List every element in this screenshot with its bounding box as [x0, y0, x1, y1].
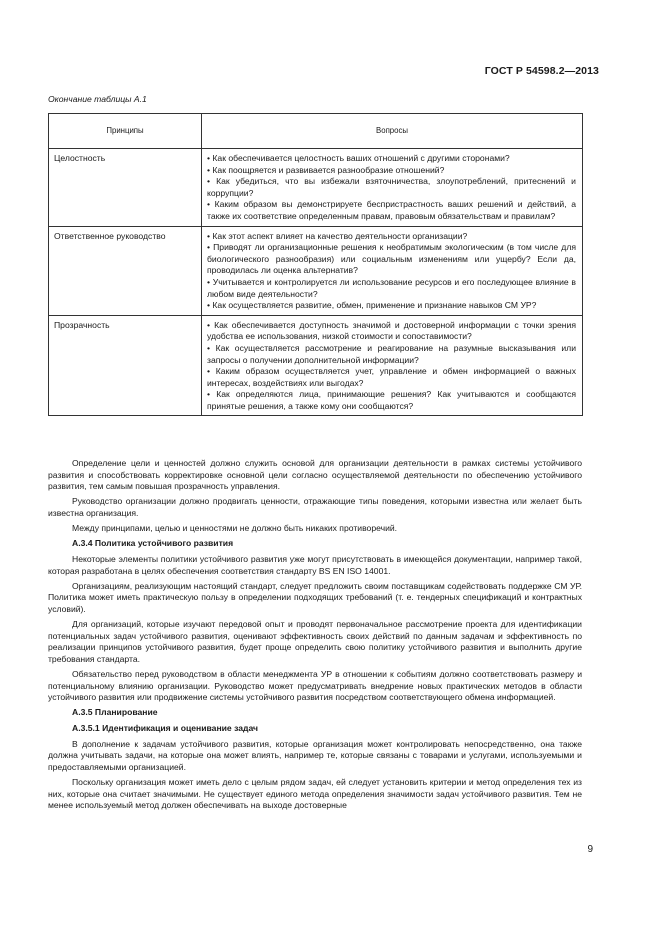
- table-row: [49, 226, 583, 315]
- principle-cell: Прозрачность: [49, 315, 202, 416]
- question-item: • Каким образом осуществляется учет, управление и обмен информацией о важных интересах, воздействиях или выгодах?: [207, 366, 576, 389]
- question-item: • Приводят ли организационные решения к необратимым экологическим (в том числе для биологического разнообразия) или социальным изменениям или ущербу? Если да, проводилась ли оценка альтернатив?: [207, 242, 576, 277]
- section-heading: А.3.4 Политика устойчивого развития: [72, 538, 234, 549]
- paragraph: Поскольку организация может иметь дело с целым рядом задач, ей следует установить критерии и метод определения тех из них, которые она считает значимыми. Не существует единого метода определения значимости задач устойчивого развития. Тем не менее используемый метод должен обеспечивать на выходе достоверные: [48, 777, 582, 811]
- question-item: • Как обеспечивается целостность ваших отношений с другими сторонами?: [207, 153, 576, 165]
- table-caption: Окончание таблицы А.1: [48, 94, 147, 104]
- paragraph: Обязательство перед руководством в области менеджмента УР в отношении к событиям должно соответствовать размеру и потенциальному влиянию организации. Руководство может предусматривать внедрение новых практических методов в области устойчивого развития или продвижение системы устойчивого развития посредством соответствующего обмена информацией.: [48, 669, 582, 703]
- principle-cell: Ответственное руководство: [49, 226, 202, 315]
- paragraph: Руководство организации должно продвигать ценности, отражающие типы поведения, которыми известна или желает быть известна организация.: [48, 496, 582, 518]
- question-item: • Учитывается и контролируется ли использование ресурсов и его последующее влияние в любом виде деятельности?: [207, 277, 576, 300]
- column-header-principles: Принципы: [49, 114, 202, 149]
- principles-table: [48, 113, 583, 416]
- paragraph: Определение цели и ценностей должно служить основой для организации деятельности в рамках системы устойчивого развития и способствовать корректировке основной цели согласно осуществляемой деятельности по обеспечению устойчивого развития, тем самым повышая прозрачность управления.: [48, 458, 582, 492]
- page-number: 9: [587, 844, 593, 855]
- paragraph: В дополнение к задачам устойчивого развития, которые организация может контролировать непосредственно, она также должна учитывать задачи, на которые она может влиять, например те, которые связаны с товарами и услугами, используемыми и предоставляемыми организацией.: [48, 738, 582, 772]
- question-item: • Как определяются лица, принимающие решения? Как учитываются и сообщаются принятые решения, а также кому они сообщаются?: [207, 389, 576, 412]
- paragraph: Организациям, реализующим настоящий стандарт, следует предложить своим поставщикам содействовать поддержке СМ УР. Политика может иметь практическую пользу в определении подходящих требований (т. е. тендерных спецификаций и контрактных условий).: [48, 580, 582, 614]
- questions-cell: [202, 149, 583, 227]
- question-item: • Как осуществляется развитие, обмен, применение и признание навыков СМ УР?: [207, 300, 576, 312]
- question-item: • Как обеспечивается доступность значимой и достоверной информации с точки зрения удобства ее использования, низкой стоимости и сопоставимости?: [207, 320, 576, 343]
- question-item: • Как убедиться, что вы избежали взяточничества, злоупотреблений, притеснений и коррупции?: [207, 176, 576, 199]
- question-item: • Каким образом вы демонстрируете беспристрастность ваших решений и действий, а также их соответствие определенным правам, правовым обязательствам и правилам?: [207, 199, 576, 222]
- table-row: [49, 149, 583, 227]
- body-text: [48, 458, 582, 815]
- paragraph: Некоторые элементы политики устойчивого развития уже могут присутствовать в имеющейся документации, например такой, которая разработана в целях обеспечения соответствия стандарту BS EN ISO 14001.: [48, 553, 582, 576]
- column-header-questions: Вопросы: [202, 114, 583, 149]
- questions-cell: [202, 226, 583, 315]
- section-heading: А.3.5 Планирование: [72, 707, 158, 718]
- subsection-heading: А.3.5.1 Идентификация и оценивание задач: [72, 723, 259, 734]
- paragraph: Для организаций, которые изучают передовой опыт и проводят первоначальное рассмотрение проекта для идентификации потенциальных задач устойчивого развития, оценивают эффективность своих действий по данным задачам и эффективность по реализации принципов устойчивого развития, будет проще определить свою политику устойчивого развития и выполнить другие требования стандарта.: [48, 619, 582, 664]
- question-item: • Как осуществляется рассмотрение и реагирование на разумные высказывания или запросы о получении дополнительной информации?: [207, 343, 576, 366]
- table-header-row: [49, 114, 583, 149]
- questions-cell: [202, 315, 583, 416]
- document-code: ГОСТ Р 54598.2—2013: [484, 65, 599, 77]
- table-row: [49, 315, 583, 416]
- question-item: • Как поощряется и развивается разнообразие отношений?: [207, 165, 576, 177]
- principle-cell: Целостность: [49, 149, 202, 227]
- paragraph: Между принципами, целью и ценностями не должно быть никаких противоречий.: [72, 523, 398, 534]
- question-item: • Как этот аспект влияет на качество деятельности организации?: [207, 231, 576, 243]
